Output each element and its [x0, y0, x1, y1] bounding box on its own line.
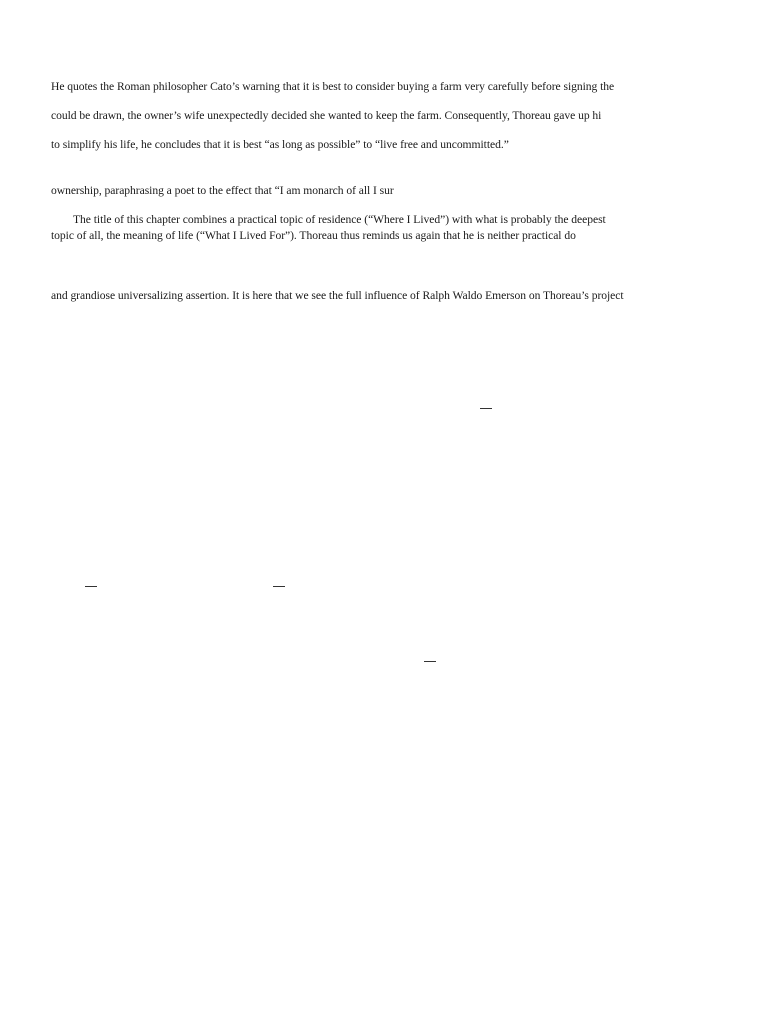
em-dash-mark [480, 408, 492, 409]
text-line-6: topic of all, the meaning of life (“What I Lived For”). Thoreau thus reminds us again that he is neither practical do [51, 229, 576, 242]
text-line-1: He quotes the Roman philosopher Cato’s warning that it is best to consider buying a farm very carefully before signing the [51, 80, 615, 93]
text-line-4: ownership, paraphrasing a poet to the effect that “I am monarch of all I sur [51, 184, 394, 197]
text-line-2: could be drawn, the owner’s wife unexpectedly decided she wanted to keep the farm. Consequently, Thoreau gave up hi [51, 109, 602, 122]
em-dash-mark [273, 586, 285, 587]
text-line-7: and grandiose universalizing assertion. It is here that we see the full influence of Ralph Waldo Emerson on Thoreau’s project [51, 289, 624, 302]
text-line-3: to simplify his life, he concludes that it is best “as long as possible” to “live free and uncommitted.” [51, 138, 509, 151]
em-dash-mark [85, 586, 97, 587]
em-dash-mark [424, 661, 436, 662]
text-line-5: The title of this chapter combines a practical topic of residence (“Where I Lived”) with what is probably the deepest [73, 213, 606, 226]
